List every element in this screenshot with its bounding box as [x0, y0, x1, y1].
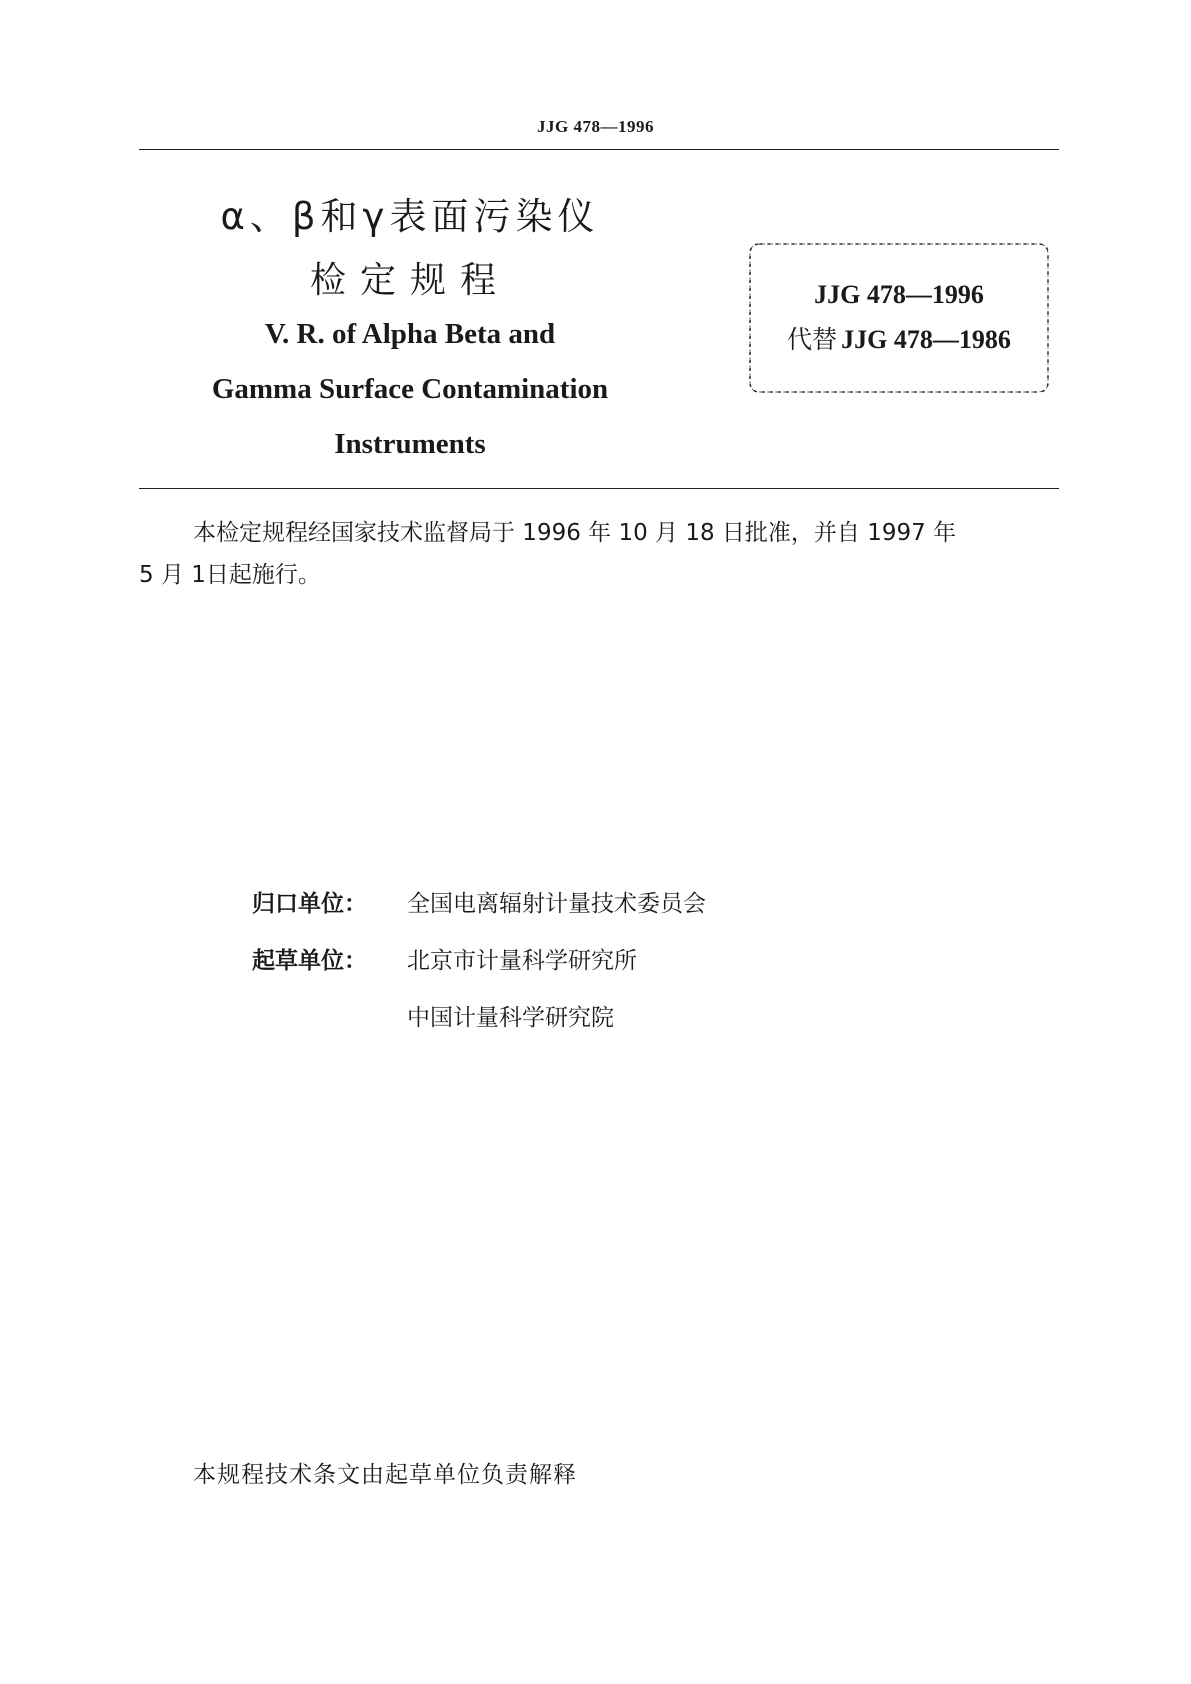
- standard-code-box: [746, 240, 1052, 396]
- decorative-border: [746, 240, 1052, 396]
- unit-label-drafting: 起草单位：: [252, 948, 367, 974]
- approval-line1: 本检定规程经国家技术监督局于 1996 年 10 月 18 日批准，并自 1997 年: [193, 520, 957, 546]
- title-zh-line1: α、β和γ表面污染仪: [220, 195, 600, 238]
- approval-line2: 5 月 1日起施行。: [139, 562, 321, 588]
- interpretation-note: 本规程技术条文由起草单位负责解释: [193, 1462, 577, 1488]
- replaced-code: JJG 478—1986: [841, 325, 1011, 354]
- title-en-line3: Instruments: [334, 428, 486, 460]
- approval-statement: [139, 512, 1059, 596]
- replaces-line: [746, 320, 1052, 356]
- unit-value-responsible: 全国电离辐射计量技术委员会: [407, 891, 706, 917]
- top-rule: [139, 149, 1059, 150]
- title-en-line1: V. R. of Alpha Beta and: [264, 318, 556, 350]
- unit-value-drafting-2: 中国计量科学研究院: [407, 1005, 614, 1031]
- replaces-prefix: 代替: [787, 325, 838, 354]
- running-header-code: JJG 478—1996: [537, 117, 654, 136]
- standard-code: JJG 478—1996: [814, 280, 984, 309]
- unit-value-drafting-1: 北京市计量科学研究所: [407, 948, 637, 974]
- unit-label-responsible: 归口单位：: [252, 891, 367, 917]
- title-en-line2: Gamma Surface Contamination: [211, 373, 609, 405]
- title-zh-line2: 检定规程: [309, 260, 510, 301]
- middle-rule: [139, 488, 1059, 489]
